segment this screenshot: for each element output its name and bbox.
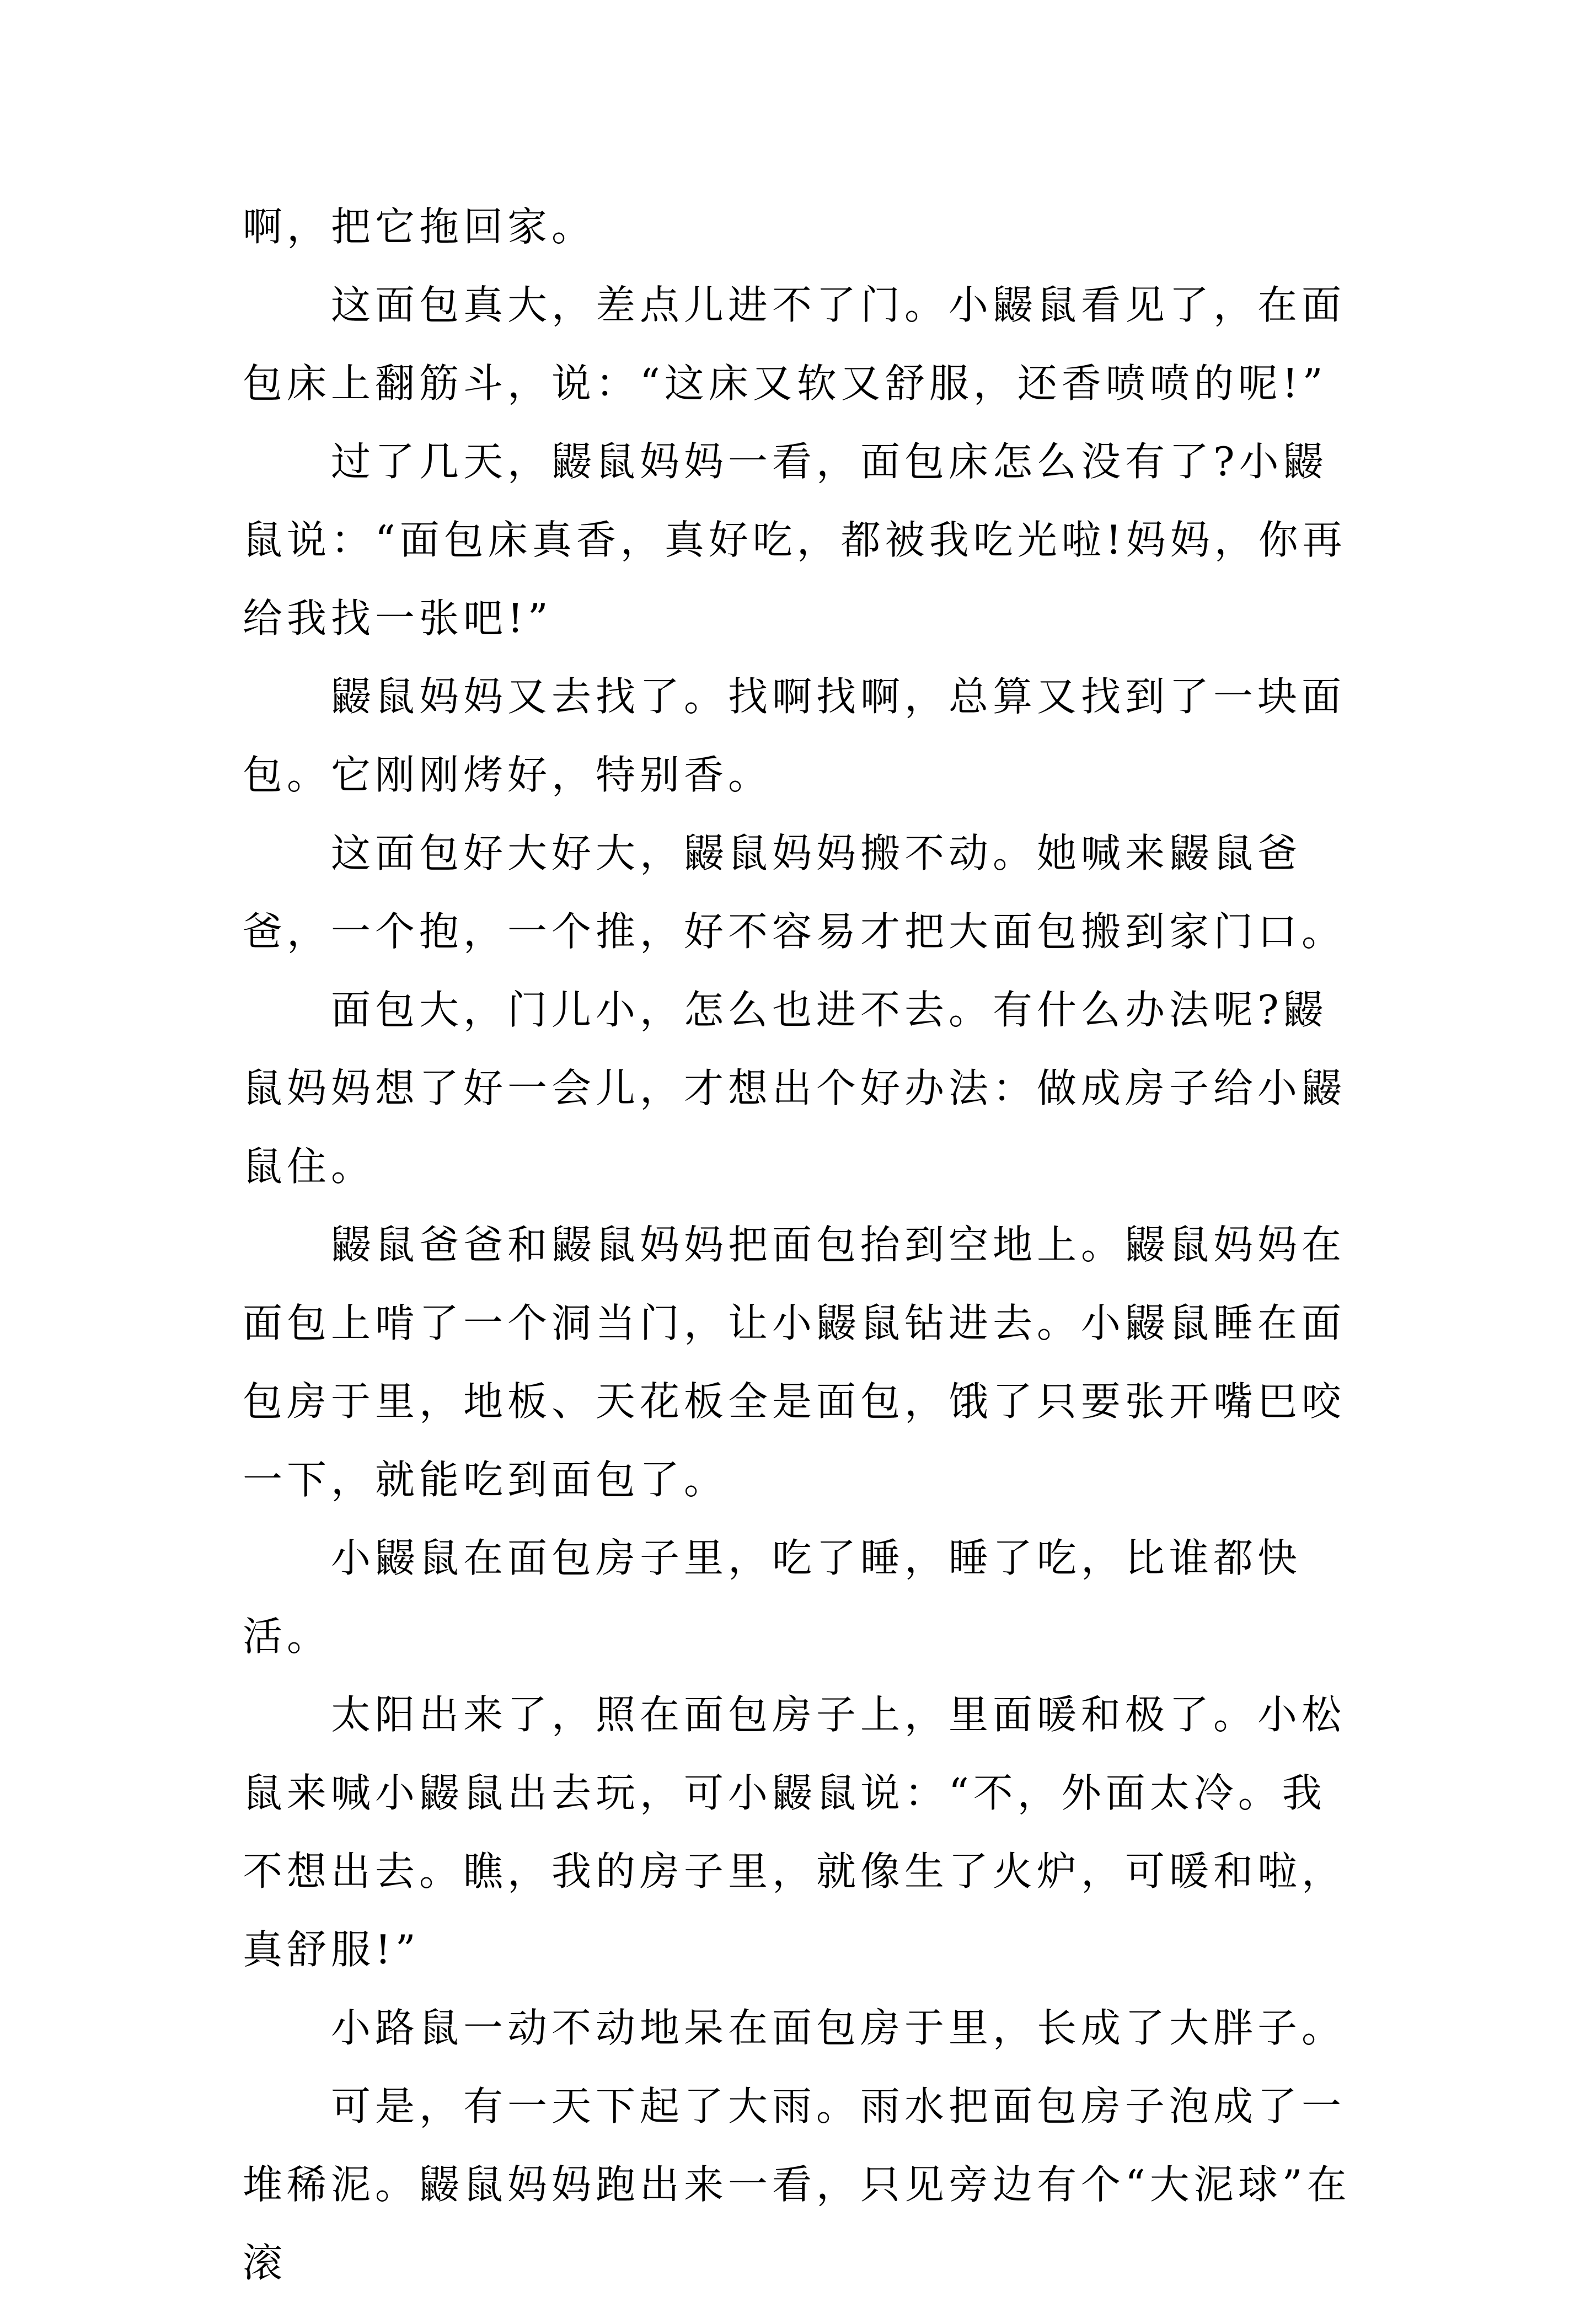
paragraph-5: 这面包好大好大，鼹鼠妈妈搬不动。她喊来鼹鼠爸爸，一个抱，一个推，好不容易才把大面包搬到家门口。 [243, 830, 1346, 955]
story-text [243, 188, 1368, 2302]
paragraph-10: 小路鼠一动不动地呆在面包房于里，长成了大胖子。 [331, 2005, 1346, 2051]
paragraph-3: 过了几天，鼹鼠妈妈一看，面包床怎么没有了?小鼹鼠说：“面包床真香，真好吃，都被我吃光啦!妈妈，你再给我找一张吧!” [243, 438, 1347, 641]
paragraph-1: 啊，把它拖回家。 [243, 204, 596, 250]
paragraph-2: 这面包真大，差点儿进不了门。小鼹鼠看见了，在面包床上翻筋斗，说：“这床又软又舒服，还香喷喷的呢!” [243, 282, 1346, 406]
paragraph-11: 可是，有一天下起了大雨。雨水把面包房子泡成了一堆稀泥。鼹鼠妈妈跑出来一看，只见旁边有个“大泥球”在滚 [243, 2083, 1351, 2286]
paragraph-9: 太阳出来了，照在面包房子上，里面暖和极了。小松鼠来喊小鼹鼠出去玩，可小鼹鼠说：“不，外面太冷。我不想出去。瞧，我的房子里，就像生了火炉，可暖和啦，真舒服!” [243, 1691, 1346, 1973]
paragraph-7: 鼹鼠爸爸和鼹鼠妈妈把面包抬到空地上。鼹鼠妈妈在面包上啃了一个洞当门，让小鼹鼠钻进去。小鼹鼠睡在面包房于里，地板、天花板全是面包，饿了只要张开嘴巴咬一下，就能吃到面包了。 [243, 1222, 1346, 1503]
paragraph-4: 鼹鼠妈妈又去找了。找啊找啊，总算又找到了一块面包。它刚刚烤好，特别香。 [243, 673, 1346, 798]
paragraph-6: 面包大，门儿小，怎么也进不去。有什么办法呢?鼹鼠妈妈想了好一会儿，才想出个好办法：做成房子给小鼹鼠住。 [243, 987, 1346, 1190]
paragraph-8: 小鼹鼠在面包房子里，吃了睡，睡了吃，比谁都快活。 [243, 1535, 1302, 1659]
